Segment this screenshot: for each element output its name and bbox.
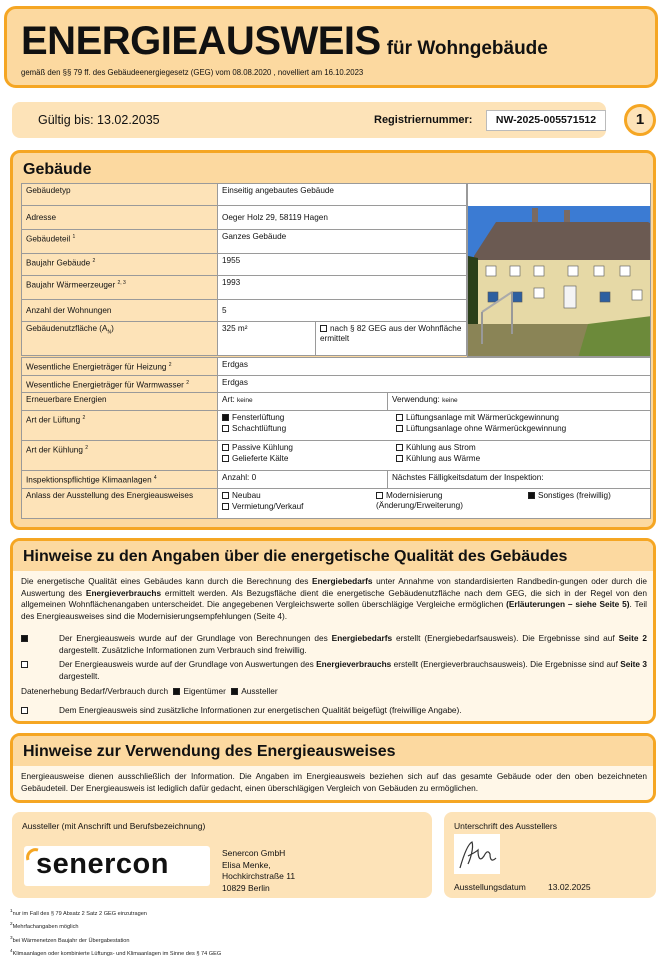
note-bedarfsausweis: Der Energieausweis wurde auf der Grundlage von Berechnungen des Energiebedarfs erstellt (Energiebedarfsausweis). Die Ergebnisse sind auf Seite 2 dargestellt. Zusätzliche Informationen zum Verbrauch sind freiwillig.	[21, 633, 647, 656]
house-photo-image	[468, 184, 651, 357]
row-value: 5	[218, 300, 467, 322]
lueftung-options	[218, 411, 651, 441]
nutzflaeche-note: nach § 82 GEG aus der Wohnfläche ermittelt	[316, 322, 467, 356]
document-title: ENERGIEAUSWEIS	[21, 19, 381, 63]
footnote: $^2$Mehrfachangaben möglich	[10, 921, 79, 931]
row-value: Ganzes Gebäude	[218, 230, 467, 254]
row-value: Einseitig angebautes Gebäude	[218, 184, 467, 206]
row-value: 1993	[218, 276, 467, 300]
row-label: Baujahr Wärmeerzeuger $^{2, 3}$	[22, 276, 218, 300]
row-value: Erdgas	[218, 358, 651, 376]
valid-until: Gültig bis: 13.02.2035	[38, 113, 160, 127]
footnote: $^1$nur im Fall des § 79 Absatz 2 Satz 2 GEG einzutragen	[10, 908, 147, 917]
row-label: Anlass der Ausstellung des Energieausweises	[22, 489, 218, 519]
checkbox-checked-icon[interactable]	[173, 688, 180, 695]
table-row	[22, 206, 467, 230]
option-sonstiges[interactable]: Sonstiges (freiwillig)	[528, 491, 646, 501]
row-label: Anzahl der Wohnungen	[22, 300, 218, 322]
checkbox-icon[interactable]	[21, 707, 28, 714]
row-label: Wesentliche Energieträger für Heizung $^2$	[22, 358, 218, 376]
checkbox-icon[interactable]	[222, 455, 229, 462]
issue-date-label: Ausstellungsdatum	[454, 882, 526, 892]
table-row	[22, 300, 467, 322]
quality-notes-intro: Die energetische Qualität eines Gebäudes kann durch die Berechnung des Energiebedarfs unter Annahme von standardisierten Randbedin-gungen oder durch die Auswertung des Energieverbrauchs ermittelt werden. Als Bezugsfläche dient die energetische Gebäudenutzfläche nach dem GEG, die sich in der Regel von den allgemeinen Wohnflächenangaben unterscheidet. Die angegebenen Vergleichswerte sollen überschlägige Vergleiche ermöglichen (Erläuterungen – siehe Seite 5). Teil des Energieausweises sind die Modernisierungsempfehlungen (Seite 4).	[21, 576, 648, 621]
klima-faelligkeit: Nächstes Fälligkeitsdatum der Inspektion:	[388, 471, 651, 489]
table-row	[22, 254, 467, 276]
registration-label: Registriernummer:	[374, 114, 473, 126]
usage-notes-section	[10, 733, 656, 803]
option-schachtlueftung[interactable]: Schachtlüftung	[222, 424, 396, 434]
nutzflaeche-value: 325 m²	[218, 322, 316, 356]
header-box	[4, 6, 658, 88]
table-row	[22, 230, 467, 254]
option-fensterlueftung[interactable]: Fensterlüftung	[222, 413, 396, 423]
option-neubau[interactable]: Neubau	[222, 491, 376, 501]
checkbox-checked-icon[interactable]	[528, 492, 535, 499]
registration-number: NW-2025-005571512	[486, 110, 606, 131]
row-label: Gebäudenutzfläche $(A_N)$	[22, 322, 218, 356]
checkbox-icon[interactable]	[396, 455, 403, 462]
erneuerbar-art: Art: keine	[218, 393, 388, 411]
checkbox-icon[interactable]	[320, 325, 327, 332]
table-row	[22, 489, 651, 519]
note-verbrauchsausweis: Der Energieausweis wurde auf der Grundlage von Auswertungen des Energieverbrauchs erstellt (Energieverbrauchsausweis). Die Ergebnisse sind auf Seite 3 dargestellt.	[21, 659, 647, 682]
checkbox-checked-icon[interactable]	[231, 688, 238, 695]
row-value: Erdgas	[218, 375, 651, 393]
handwritten-signature	[454, 834, 500, 874]
signature-box	[444, 812, 656, 898]
checkbox-icon[interactable]	[222, 492, 229, 499]
row-label: Gebäudeteil $^1$	[22, 230, 218, 254]
option-gelieferte-kaelte[interactable]: Gelieferte Kälte	[222, 454, 396, 464]
checkbox-icon[interactable]	[21, 661, 28, 668]
row-label: Inspektionspflichtige Klimaanlagen $^4$	[22, 471, 218, 489]
validity-bar	[12, 102, 606, 138]
footnotes	[10, 906, 221, 959]
usage-notes-text: Energieausweise dienen ausschließlich der Information. Die Angaben im Energieausweis beziehen sich auf das gesamte Gebäude oder den oben bezeichneten Gebäudeteil. Der Energieausweis ist lediglich dafür gedacht, einen überschlägigen Vergleich von Gebäuden zu ermöglichen.	[21, 771, 647, 793]
checkbox-icon[interactable]	[396, 425, 403, 432]
footnote: $^3$bei Wärmenetzen Baujahr der Übergabestation	[10, 934, 130, 944]
note-zusatzinfo: Dem Energieausweis sind zusätzliche Informationen zur energetischen Qualität beigefügt (freiwillige Angabe).	[21, 705, 647, 717]
option-lueftung-ohne-wrg[interactable]: Lüftungsanlage ohne Wärmerückgewinnung	[396, 424, 646, 434]
document-subtitle: für Wohngebäude	[386, 38, 548, 59]
option-kuehlung-waerme[interactable]: Kühlung aus Wärme	[396, 454, 646, 464]
kuehlung-options	[218, 441, 651, 471]
table-row	[22, 441, 651, 471]
table-row	[22, 375, 651, 393]
erneuerbar-verwendung: Verwendung: keine	[388, 393, 651, 411]
page-number: 1	[635, 111, 645, 128]
energy-table	[21, 357, 651, 519]
option-vermietung-verkauf[interactable]: Vermietung/Verkauf	[222, 502, 376, 512]
quality-notes-section	[10, 538, 656, 724]
row-label: Art der Lüftung $^2$	[22, 411, 218, 441]
row-value: 1955	[218, 254, 467, 276]
senercon-logo	[24, 846, 210, 886]
checkbox-checked-icon[interactable]	[222, 414, 229, 421]
option-kuehlung-strom[interactable]: Kühlung aus Strom	[396, 443, 646, 453]
row-label: Art der Kühlung $^2$	[22, 441, 218, 471]
option-passive-kuehlung[interactable]: Passive Kühlung	[222, 443, 396, 453]
checkbox-icon[interactable]	[222, 425, 229, 432]
issuer-box	[12, 812, 432, 898]
row-label: Gebäudetyp	[22, 184, 218, 206]
footnote: $^4$Klimaanlagen oder kombinierte Lüftungs- und Klimaanlagen im Sinne des § 74 GEG	[10, 948, 222, 957]
issuer-label: Aussteller (mit Anschrift und Berufsbezeichnung)	[22, 821, 206, 831]
table-row	[22, 358, 651, 376]
signature-label: Unterschrift des Ausstellers	[454, 821, 557, 831]
checkbox-icon[interactable]	[376, 492, 383, 499]
checkbox-icon[interactable]	[396, 444, 403, 451]
checkbox-icon[interactable]	[222, 444, 229, 451]
checkbox-icon[interactable]	[222, 503, 229, 510]
option-modernisierung[interactable]: Modernisierung (Änderung/Erweiterung)	[376, 491, 463, 511]
row-value: Oeger Holz 29, 58119 Hagen	[218, 206, 467, 230]
page-number-badge	[624, 104, 656, 136]
issuer-address: Senercon GmbH Elisa Menke, Hochkirchstraße 11 10829 Berlin	[222, 848, 296, 893]
quality-notes-heading: Hinweise zu den Angaben über die energetische Qualität des Gebäudes	[23, 548, 568, 565]
logo-text: senercon	[36, 848, 169, 880]
row-label: Erneuerbare Energien	[22, 393, 218, 411]
table-row	[22, 471, 651, 489]
row-label: Baujahr Gebäude $^2$	[22, 254, 218, 276]
klima-anzahl: Anzahl: 0	[218, 471, 388, 489]
table-row	[22, 411, 651, 441]
building-section	[10, 150, 656, 530]
row-label: Wesentliche Energieträger für Warmwasser $^2$	[22, 375, 218, 393]
building-heading: Gebäude	[23, 161, 92, 178]
usage-notes-heading: Hinweise zur Verwendung des Energieausweises	[23, 743, 396, 760]
building-photo	[467, 183, 651, 357]
legal-basis: gemäß den §§ 79 ff. des Gebäudeenergiegesetz (GEG) vom 08.08.2020 , novelliert am 16.10.2023	[21, 68, 364, 77]
anlass-options	[218, 489, 651, 519]
row-label: Adresse	[22, 206, 218, 230]
issue-date-value: 13.02.2025	[548, 882, 591, 892]
table-row	[22, 276, 467, 300]
table-row	[22, 322, 467, 356]
option-lueftung-mit-wrg[interactable]: Lüftungsanlage mit Wärmerückgewinnung	[396, 413, 646, 423]
checkbox-icon[interactable]	[396, 414, 403, 421]
building-table	[21, 183, 467, 356]
table-row	[22, 184, 467, 206]
checkbox-checked-icon[interactable]	[21, 635, 28, 642]
datenerhebung-row: Datenerhebung Bedarf/Verbrauch durch Eigentümer Aussteller	[21, 686, 278, 696]
signature-image	[454, 834, 500, 874]
table-row	[22, 393, 651, 411]
